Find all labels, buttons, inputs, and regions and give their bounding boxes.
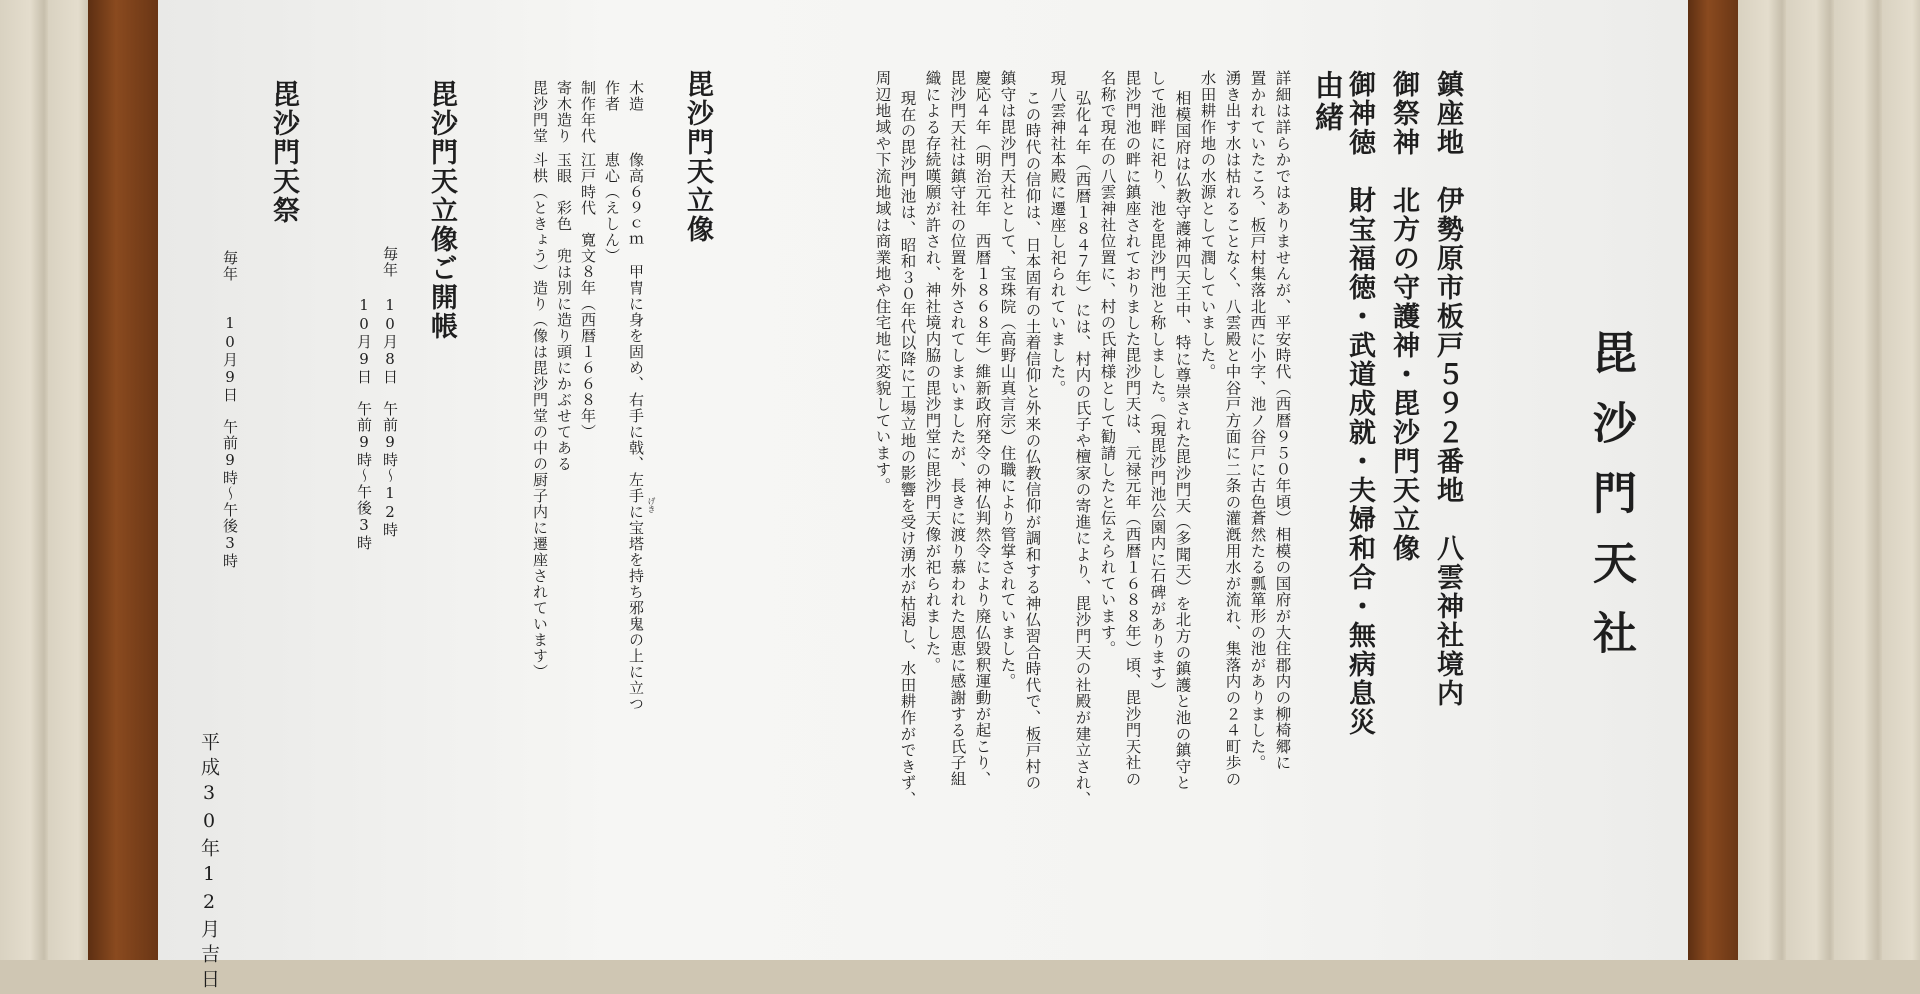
wood-frame-left: [88, 0, 158, 960]
wood-frame-right: [1688, 0, 1738, 960]
sign-title: 毘沙門天社: [1585, 330, 1636, 680]
statue-value: 斗栱（ときょう）造り（像は毘沙門堂の中の厨子内に遷座されています）: [531, 152, 549, 680]
history-line: この時代の信仰は、日本固有の土着信仰と外来の仏教信仰が調和する神仏習合時代で、板戸村の: [1023, 90, 1042, 791]
statue-value: 像高６９ｃｍ 甲冑に身を固め、右手に戟、左手に宝塔を持ち邪鬼の上に立つ: [627, 152, 645, 712]
festival-line: 毎年 10月9日 午前9時〜午後3時: [221, 250, 239, 569]
history-line: 弘化４年（西暦１８４７年）には、村内の氏子や檀家の寄進により、毘沙門天の社殿が建立され、: [1073, 90, 1092, 808]
history-line: 名称で現在の八雲神社位置に、村の氏神様として勧請したと伝えられています。: [1098, 70, 1117, 657]
statue-value: 江戸時代 寛文８年（西暦１６６８年）: [579, 152, 597, 440]
history-line: 相模国府は仏教守護神四天王中、特に尊崇された毘沙門天（多聞天）を北方の鎮護と池の鎮守と: [1173, 90, 1192, 791]
siding-wall-left: [0, 0, 92, 960]
history-line: 毘沙門天社は鎮守社の位置を外されてしまいましたが、長きに渡り慕われた恩恵に感謝する氏子組: [948, 70, 967, 788]
history-line: 置かれていたころ、板戸村集落北西に小字、池ノ谷戸に古色蒼然たる瓢箪形の池がありました。: [1248, 70, 1267, 771]
siding-wall-right: [1738, 0, 1920, 960]
festival-heading: 毘沙門天祭: [268, 80, 299, 225]
history-line: 周辺地域や下流地域は商業地や住宅地に変貌しています。: [873, 70, 892, 494]
history-line: して池畔に祀り、池を毘沙門池と称しました。（現毘沙門池公園内に石碑があります）: [1148, 70, 1167, 698]
deity-line: 御祭神 北方の守護神・毘沙門天立像: [1388, 70, 1419, 563]
statue-label: 毘沙門堂: [531, 80, 549, 144]
statue-label: 作者: [603, 80, 621, 112]
virtue-line: 御神徳 財宝福徳・武道成就・夫婦和合・無病息災: [1344, 70, 1375, 737]
unveiling-line: 10月9日 午前9時〜午後3時: [355, 296, 373, 551]
statue-label: 木造: [627, 80, 645, 112]
history-line: 詳細は詳らかではありませんが、平安時代（西暦９５０年頃）相模の国府が大住郡内の柳椅郷に: [1273, 70, 1292, 771]
sign-date: 平成30年12月吉日: [198, 732, 220, 994]
history-line: 現在の毘沙門池は、昭和３０年代以降に工場立地の影響を受け湧水が枯渇し、水田耕作ができず、: [898, 90, 917, 808]
history-line: 毘沙門池の畔に鎮座されておりました毘沙門天は、元禄元年（西暦１６８８年）頃、毘沙門天社の: [1123, 70, 1142, 788]
ruby-annotation: げき: [647, 497, 656, 513]
history-line: 慶応４年（明治元年 西暦１８６８年）維新政府発令の神仏判然令により廃仏毀釈運動が起こり、: [973, 70, 992, 788]
history-line: 湧き出す水は枯れることなく、八雲殿と中谷戸方面に二条の灌漑用水が流れ、集落内の２４町歩の: [1223, 70, 1242, 788]
history-line: 水田耕作地の水源として潤していました。: [1198, 70, 1217, 380]
signboard: [158, 0, 1688, 994]
history-line: 織による存続嘆願が許され、神社境内脇の毘沙門堂に毘沙門天像が祀られました。: [923, 70, 942, 674]
history-heading: 由緒: [1311, 70, 1345, 134]
unveiling-heading: 毘沙門天立像ご開帳: [426, 80, 457, 341]
statue-label: 制作年代: [579, 80, 597, 144]
statue-heading: 毘沙門天立像: [682, 70, 713, 244]
unveiling-line: 10月8日 午前9時〜12時: [381, 296, 399, 538]
history-line: 現八雲神社本殿に遷座し祀られていました。: [1048, 70, 1067, 396]
statue-value: 玉眼 彩色 兜は別に造り頭にかぶせてある: [555, 152, 573, 472]
statue-label: 寄木造り: [555, 80, 573, 144]
location-line: 鎮座地 伊勢原市板戸５９２番地 八雲神社境内: [1432, 70, 1463, 708]
unveiling-every-year: 毎年: [381, 246, 399, 278]
statue-value: 恵心（えしん）: [603, 152, 621, 264]
history-line: 鎮守は毘沙門天社として、宝珠院（高野山真言宗）住職により管掌されていました。: [998, 70, 1017, 690]
